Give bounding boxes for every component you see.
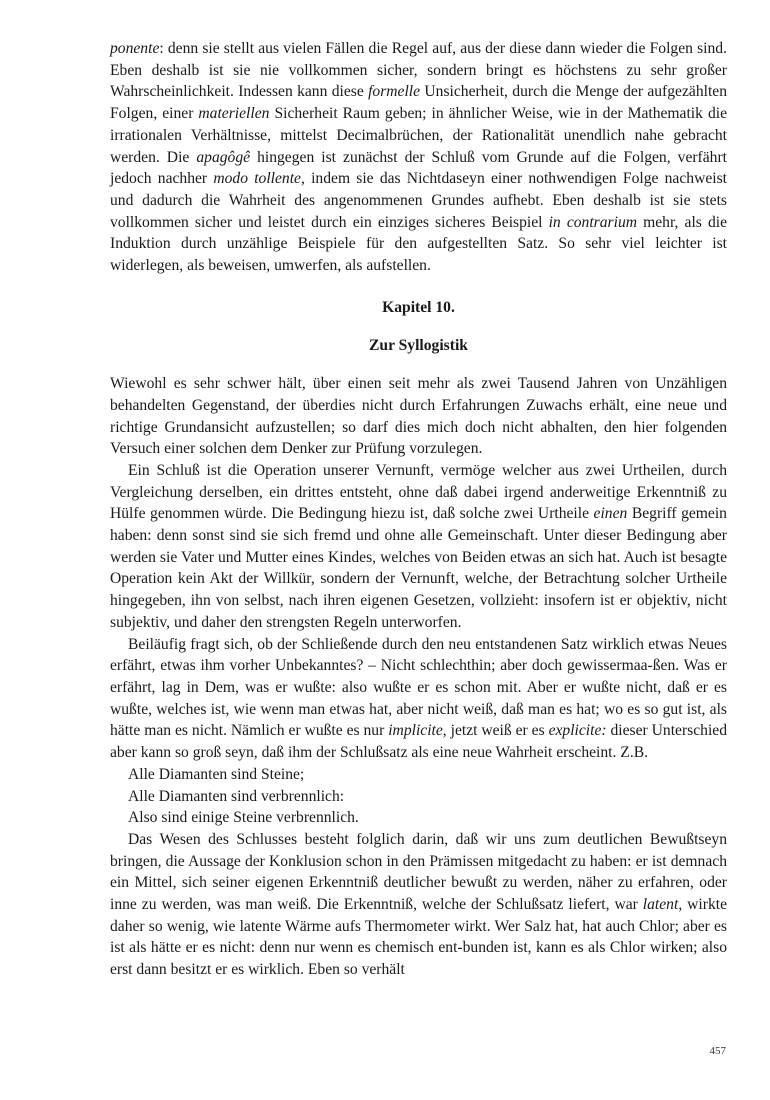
italic-term: latent — [642, 896, 679, 914]
italic-term: implicite — [388, 722, 443, 740]
text-run: Begriff gemein haben: denn sonst sind sie sich fremd und ohne alle Gemeinschaft. Unter dieser Bedingung aber werden sie Vater und Mutter eines Kindes, welches von Beiden etwas an sich hat. Auch ist besagte Operation kein Akt der Willkür, sondern der Vernunft, welche, der Betrachtung solcher Urtheile hingegeben, ihn von selbst, nach ihren eigenen Gesetzen, vollzieht: insofern ist er objektiv, nicht subjektiv, und daher den strengsten Regeln unterworfen. — [110, 505, 727, 631]
italic-term: einen — [593, 505, 628, 523]
page-number: 457 — [709, 1045, 726, 1057]
paragraph-question — [110, 634, 727, 764]
chapter-number: Kapitel 10. — [382, 298, 455, 316]
syllogism-line-2: Alle Diamanten sind verbrennlich: — [128, 787, 345, 805]
italic-term: in contrarium — [548, 213, 637, 231]
text-run: hingegen ist zunächst der Schluß vom Grunde auf die Folgen, verfährt jedoch nachher — [110, 148, 727, 188]
paragraph-definition — [110, 460, 727, 634]
italic-term: apagôgê — [196, 148, 251, 166]
syllogism-line-1: Alle Diamanten sind Steine; — [128, 765, 305, 783]
paragraph-essence — [110, 829, 727, 981]
text-run: dieser Unterschied aber kann so groß seyn, daß ihm der Schlußsatz als eine neue Wahrheit erscheint. Z.B. — [110, 722, 727, 762]
italic-term: materiellen — [198, 105, 270, 123]
text-run: Beiläufig fragt sich, ob der Schließende durch den neu entstandenen Satz wirklich etwas Neues erfährt, etwas ihm vorher Unbekanntes? – Nicht schlechthin; aber doch gewissermaa-ßen. Was er erfährt, lag in Dem, was er wußte: also wußte er es schon mit. Aber er wußte nicht, daß er es wußte, welches ist, wie wenn man etwas hat, aber nicht weiß, daß man es hat; wo es so gut ist, als hätte man es nicht. Nämlich er wußte es nur — [110, 635, 727, 740]
italic-term: ponente — [110, 40, 160, 57]
text-run: Unsicherheit, durch die Menge der aufgezählten Folgen, einer — [110, 83, 727, 123]
syllogism-line-3: Also sind einige Steine verbrennlich. — [128, 809, 359, 827]
paragraph-continuation — [110, 38, 727, 277]
text-run: Das Wesen des Schlusses besteht folglich darin, daß wir uns zum deutlichen Bewußtseyn bringen, die Aussage der Konklusion schon in den Prämissen mitgedacht zu haben: er ist demnach ein Mittel, sich seiner eigenen Erkenntniß deutlicher bewußt zu werden, näher zu erfahren, oder inne zu werden, was man weiß. Die Erkenntniß, welche der Schlußsatz liefert, war — [110, 830, 727, 914]
text-run: , wirkte daher so wenig, wie latente Wärme aufs Thermometer wirkt. Wer Salz hat, hat auch Chlor; aber es ist als hätte er es nicht: denn nur wenn es chemisch ent-bunden ist, kann es als Chlor wirken; also erst dann besitzt er es wirklich. Eben so verhält — [110, 896, 727, 979]
text-run: , jetzt weiß er es — [442, 722, 549, 740]
chapter-title: Zur Syllogistik — [369, 337, 468, 355]
text-run: : denn sie stellt aus vielen Fällen die Regel auf, aus der diese dann wieder die Folgen sind. Eben deshalb ist sie nie vollkommen sicher, sondern bringt es höchstens zu sehr großer Wahrscheinlichkeit. Indessen kann diese — [110, 40, 727, 101]
text-run: Sicherheit Raum geben; in ähnlicher Weise, wie in der Mathematik die irrationalen Verhältnisse, mittelst Decimalbrüchen, der Rationalität unendlich nahe gebracht werden. Die — [110, 105, 727, 166]
text-run: Ein Schluß ist die Operation unserer Vernunft, vermöge welcher aus zwei Urtheilen, durch Vergleichung derselben, ein drittes entsteht, ohne daß dabei irgend anderweitige Erkenntniß zu Hülfe genommen würde. Die Bedingung hiezu ist, daß solche zwei Urtheile — [110, 461, 727, 523]
italic-term: explicite: — [548, 722, 607, 740]
italic-term: formelle — [368, 83, 421, 101]
page-body — [110, 38, 727, 981]
text-run: mehr, als die Induktion durch unzählige Beispiele für den aufgestellten Satz. So sehr viel leichter ist widerlegen, als beweisen, umwerfen, als aufstellen. — [110, 213, 727, 275]
text-run: , indem sie das Nichtdaseyn einer nothwendigen Folge nachweist und dadurch die Wahrheit des angenommenen Grundes aufhebt. Eben deshalb ist sie stets vollkommen sicher und leistet durch ein einziges sicheres Beispiel — [110, 170, 727, 231]
italic-term: modo tollente — [213, 170, 301, 188]
paragraph-intro: Wiewohl es sehr schwer hält, über einen seit mehr als zwei Tausend Jahren von Unzähligen behandelten Gegenstand, der überdies nicht durch Erfahrungen Zuwachs erhält, eine neue und richtige Grundansicht aufzustellen; so darf dies mich doch nicht abhalten, den hier folgenden Versuch einer solchen dem Denker zur Prüfung vorzulegen. — [110, 375, 727, 458]
